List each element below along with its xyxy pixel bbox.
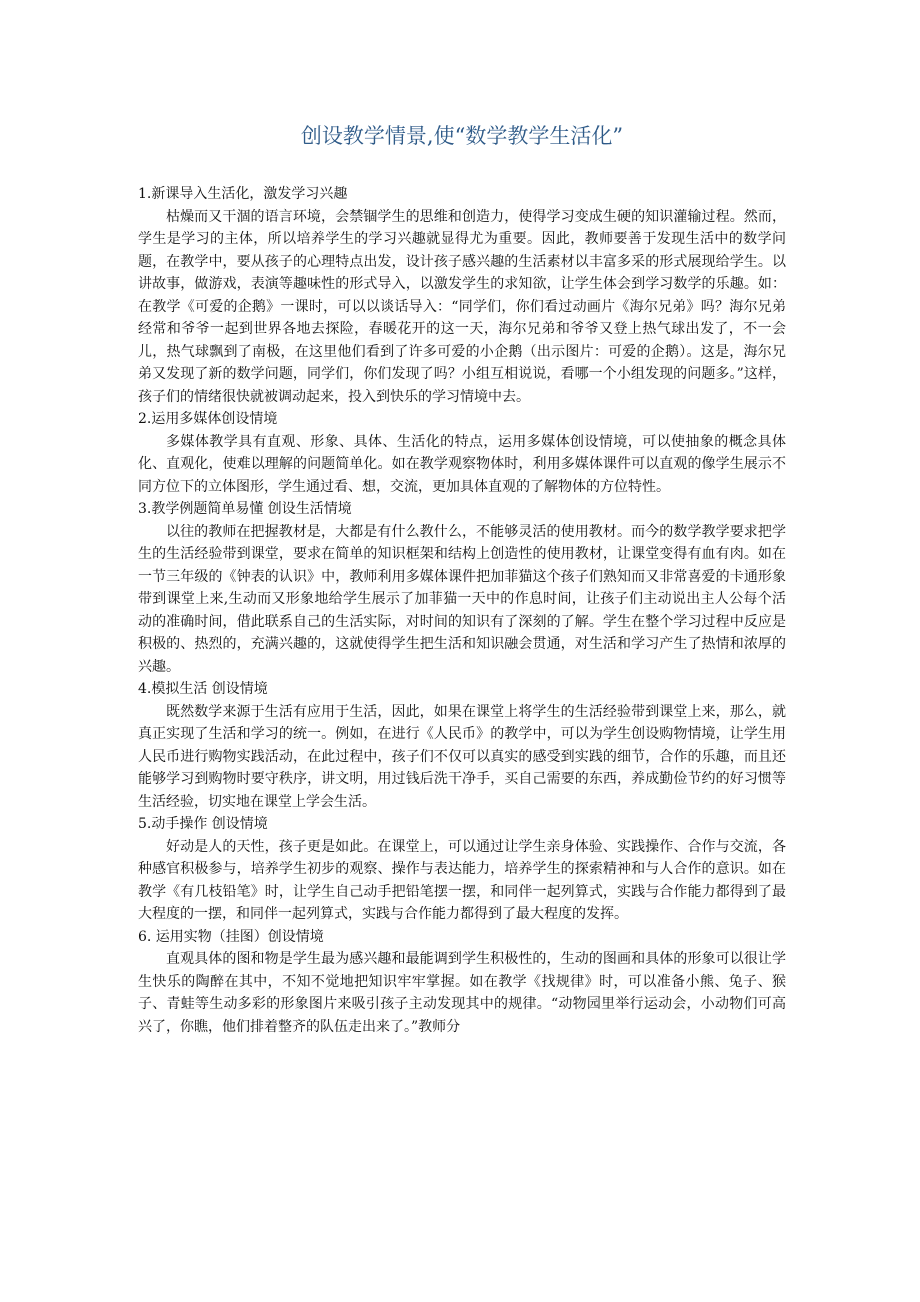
section-paragraph: 枯燥而又干涸的语言环境，会禁锢学生的思维和创造力，使得学习变成生硬的知识灌输过程。然而，学生是学习的主体，所以培养学生的学习兴趣就显得尤为重要。因此，教师要善于发现生活中的数学问题，在教学中，要从孩子的心理特点出发，设计孩子感兴趣的生活素材以丰富多采的形式展现给学生。以讲故事，做游戏，表演等趣味性的形式导入，以激发学生的求知欲，让学生体会到学习数学的乐趣。如：在教学《可爱的企鹅》一课时，可以以谈话导入：“同学们，你们看过动画片《海尔兄弟》吗？海尔兄弟经常和爷爷一起到世界各地去探险，春暖花开的这一天，海尔兄弟和爷爷又登上热气球出发了，不一会儿，热气球飘到了南极，在这里他们看到了许多可爱的小企鹅（出示图片：可爱的企鹅）。这是，海尔兄弟又发现了新的数学问题，同学们，你们发现了吗？小组互相说说，看哪一个小组发现的问题多。”这样，孩子们的情绪很快就被调动起来，投入到快乐的学习情境中去。 (138, 208, 786, 405)
section-3 (138, 498, 786, 678)
section-heading: 1.新课导入生活化，激发学习兴趣 (138, 186, 348, 202)
section-5 (138, 813, 786, 926)
section-paragraph: 多媒体教学具有直观、形象、具体、生活化的特点，运用多媒体创设情境，可以使抽象的概念具体化、直观化，使难以理解的问题简单化。如在教学观察物体时，利用多媒体课件可以直观的像学生展示不同方位下的立体图形，学生通过看、想，交流，更加具体直观的了解物体的方位特性。 (138, 433, 786, 495)
section-heading: 6. 运用实物（挂图）创设情境 (138, 928, 324, 945)
section-4 (138, 678, 786, 813)
document-title: 创设教学情景,使“数学教学生活化” (300, 124, 624, 148)
section-heading: 3.教学例题简单易懂 创设生活情境 (138, 501, 352, 517)
section-1 (138, 183, 786, 408)
section-paragraph: 直观具体的图和物是学生最为感兴趣和最能调到学生积极性的，生动的图画和具体的形象可以很让学生快乐的陶醉在其中，不知不觉地把知识牢牢掌握。如在教学《找规律》时，可以准备小熊、兔子、猴子、青蛙等生动多彩的形象图片来吸引孩子主动发现其中的规律。“动物园里举行运动会，小动物们可高兴了，你瞧，他们排着整齐的队伍走出来了。”教师分 (138, 951, 786, 1035)
section-heading: 5.动手操作 创设情境 (138, 816, 268, 832)
section-paragraph: 好动是人的天性，孩子更是如此。在课堂上，可以通过让学生亲身体验、实践操作、合作与交流，各种感官积极参与，培养学生初步的观察、操作与表达能力，培养学生的探索精神和与人合作的意识。如在教学《有几枝铅笔》时，让学生自己动手把铅笔摆一摆，和同伴一起列算式，实践与合作能力都得到了最大程度的一摆，和同伴一起列算式，实践与合作能力都得到了最大程度的发挥。 (138, 838, 786, 922)
section-paragraph: 既然数学来源于生活有应用于生活，因此，如果在课堂上将学生的生活经验带到课堂上来，那么，就真正实现了生活和学习的统一。例如，在进行《人民币》的教学中，可以为学生创设购物情境，让学生用人民币进行购物实践活动，在此过程中，孩子们不仅可以真实的感受到实践的细节，合作的乐趣，而且还能够学习到购物时要守秩序，讲文明，用过钱后洗干净手，买自己需要的东西，养成勤俭节约的好习惯等生活经验，切实地在课堂上学会生活。 (138, 703, 786, 810)
section-heading: 2.运用多媒体创设情境 (138, 411, 278, 427)
document-body (138, 183, 786, 1038)
section-2 (138, 408, 786, 498)
section-paragraph: 以往的教师在把握教材是，大都是有什么教什么，不能够灵活的使用教材。而今的数学教学要求把学生的生活经验带到课堂，要求在简单的知识框架和结构上创造性的使用教材，让课堂变得有血有肉。如在一节三年级的《钟表的认识》中，教师利用多媒体课件把加菲猫这个孩子们熟知而又非常喜爱的卡通形象带到课堂上来,生动而又形象地给学生展示了加菲猫一天中的作息时间，让孩子们主动说出主人公每个活动的准确时间，借此联系自己的生活实际，对时间的知识有了深刻的了解。学生在整个学习过程中反应是积极的、热烈的，充满兴趣的，这就使得学生把生活和知识融会贯通，对生活和学习产生了热情和浓厚的兴趣。 (138, 523, 786, 675)
section-heading: 4.模拟生活 创设情境 (138, 681, 268, 697)
section-6 (138, 926, 786, 1039)
